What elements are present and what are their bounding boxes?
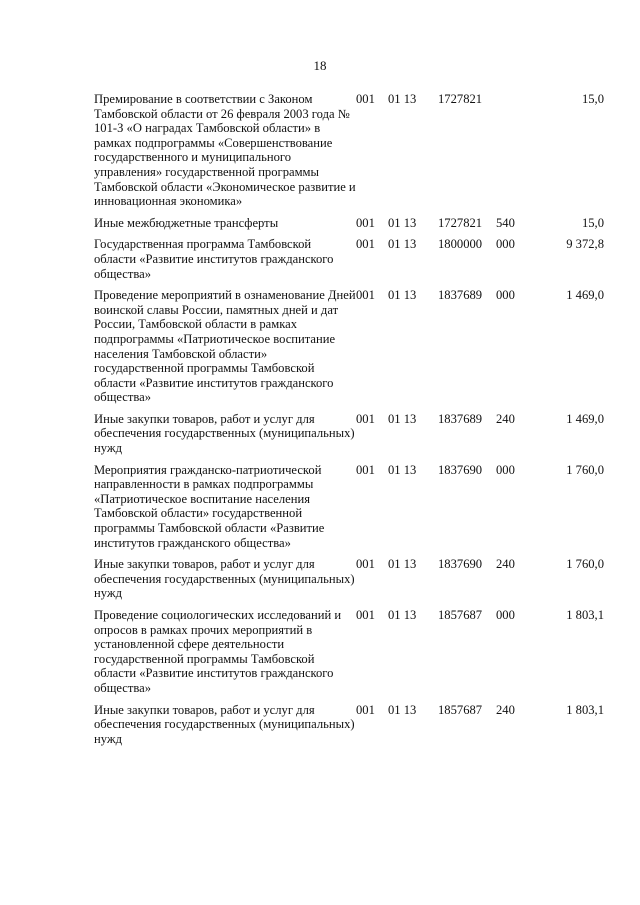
row-admin-code: 001 (356, 462, 375, 477)
row-target-code: 1727821 (438, 215, 483, 230)
row-sum: 1 803,1 (566, 702, 604, 717)
row-sum: 15,0 (581, 92, 604, 106)
row-section-code: 01 13 (388, 462, 417, 477)
table-row (94, 557, 604, 608)
row-name: Иные закупки товаров, работ и услуг для обеспечения государственных (муниципальных) нужд (94, 411, 355, 456)
row-expense-type (496, 92, 534, 216)
row-expense-type: 000 (496, 608, 515, 622)
page-number: 18 (313, 58, 327, 73)
row-section-code: 01 13 (388, 215, 417, 230)
row-sum: 1 803,1 (566, 608, 604, 622)
row-target-code: 1857687 (438, 608, 483, 622)
row-sum: 1 760,0 (566, 462, 604, 477)
table-row (94, 216, 604, 238)
row-section-code: 01 13 (388, 702, 417, 717)
row-section-code: 01 13 (388, 288, 417, 303)
row-name: Проведение мероприятий в ознаменование Дней воинской славы России, памятных дней и дат России, Тамбовской области в рамках подпрограммы «Патриотическое воспитание населения Тамбовской области» государственной программы Тамбовской области «Развитие институтов гражданского общества» (94, 288, 356, 405)
row-expense-type: 240 (496, 557, 515, 572)
row-target-code: 1727821 (438, 92, 483, 106)
row-admin-code: 001 (356, 608, 375, 622)
row-admin-code: 001 (356, 288, 375, 303)
row-section-code: 01 13 (388, 237, 417, 252)
row-section-code: 01 13 (388, 608, 417, 622)
row-admin-code: 001 (356, 215, 375, 230)
row-sum: 1 469,0 (566, 288, 604, 303)
table-row (94, 463, 604, 558)
row-name: Иные межбюджетные трансферты (94, 215, 279, 230)
row-admin-code: 001 (356, 411, 375, 426)
table-row (94, 412, 604, 463)
table-row (94, 703, 604, 754)
row-target-code: 1837689 (438, 411, 483, 426)
row-target-code: 1837689 (438, 288, 483, 303)
table-row (94, 237, 604, 288)
row-section-code: 01 13 (388, 411, 417, 426)
row-name: Иные закупки товаров, работ и услуг для обеспечения государственных (муниципальных) нужд (94, 702, 355, 746)
row-admin-code: 001 (356, 92, 375, 106)
row-expense-type: 240 (496, 411, 515, 426)
row-expense-type: 000 (496, 462, 515, 477)
row-expense-type: 540 (496, 215, 515, 230)
row-sum: 15,0 (581, 215, 604, 230)
row-admin-code: 001 (356, 557, 375, 572)
row-sum: 9 372,8 (566, 237, 604, 252)
row-name: Премирование в соответствии с Законом Тамбовской области от 26 февраля 2003 года № 101-З «О наградах Тамбовской области» в рамках подпрограммы «Совершенствование государственного и муниципального управления» государственной программы Тамбовской области «Экономическое развитие и инновационная экономика» (94, 92, 356, 209)
budget-table (94, 92, 604, 753)
row-sum: 1 469,0 (566, 411, 604, 426)
row-admin-code: 001 (356, 237, 375, 252)
row-name: Проведение социологических исследований и опросов в рамках прочих мероприятий в установленной сфере деятельности государственной программы Тамбовской области «Развитие институтов гражданского общества» (94, 608, 342, 695)
row-name: Мероприятия гражданско-патриотической направленности в рамках подпрограммы «Патриотическое воспитание населения Тамбовской области» государственной программы Тамбовской области «Развитие институтов гражданского общества» (94, 462, 325, 550)
row-admin-code: 001 (356, 702, 375, 717)
row-expense-type: 000 (496, 237, 515, 252)
row-expense-type: 240 (496, 702, 515, 717)
table-row (94, 92, 604, 216)
row-name: Государственная программа Тамбовской области «Развитие институтов гражданского общества» (94, 237, 334, 281)
row-target-code: 1800000 (438, 237, 483, 252)
table-row (94, 288, 604, 412)
row-expense-type: 000 (496, 288, 515, 303)
row-target-code: 1837690 (438, 462, 483, 477)
row-name: Иные закупки товаров, работ и услуг для обеспечения государственных (муниципальных) нужд (94, 557, 355, 601)
row-section-code: 01 13 (388, 92, 417, 106)
row-target-code: 1837690 (438, 557, 483, 572)
row-sum: 1 760,0 (566, 557, 604, 572)
row-section-code: 01 13 (388, 557, 417, 572)
table-row (94, 608, 604, 703)
row-target-code: 1857687 (438, 702, 483, 717)
